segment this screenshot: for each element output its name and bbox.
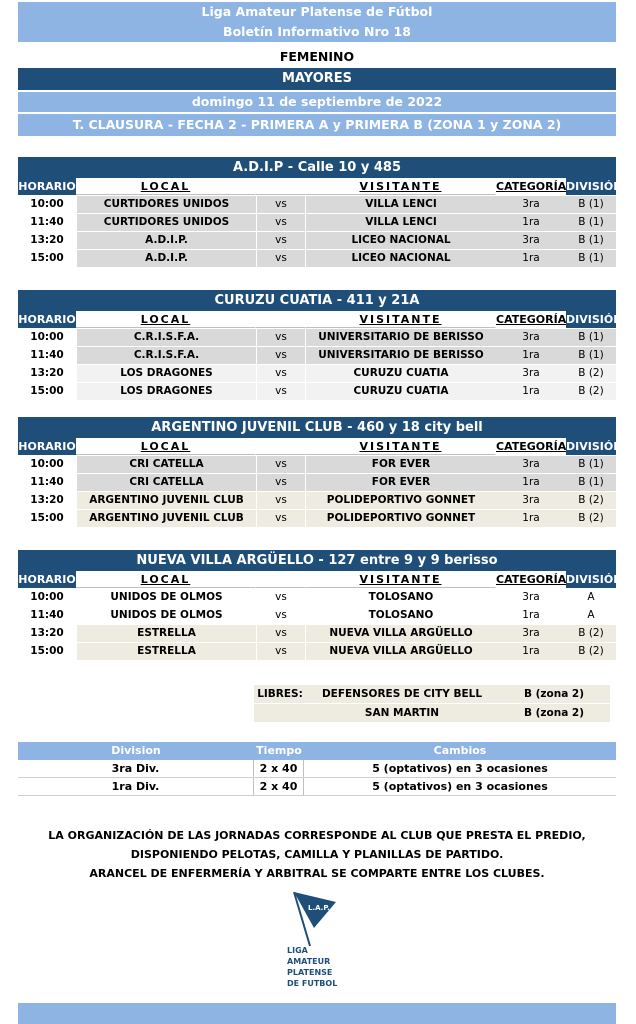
col-local: LOCAL	[76, 178, 256, 195]
match-category: 3ra	[496, 625, 566, 642]
col-visitante: VISITANTE	[306, 311, 496, 328]
match-visitor: POLIDEPORTIVO GONNET	[306, 510, 496, 527]
logo-line: DE FUTBOL	[287, 979, 338, 988]
match-vs: vs	[256, 347, 306, 364]
venue-block	[18, 550, 623, 660]
match-visitor: NUEVA VILLA ARGÜELLO	[306, 625, 496, 642]
venue-title: ARGENTINO JUVENIL CLUB - 460 y 18 city bell	[18, 417, 616, 438]
match-time: 13:20	[30, 494, 64, 506]
match-category: 3ra	[496, 196, 566, 213]
match-local: C.R.I.S.F.A.	[76, 329, 256, 346]
venue-title: CURUZU CUATIA - 411 y 21A	[18, 290, 616, 311]
match-division: B (2)	[566, 510, 616, 527]
match-visitor: TOLOSANO	[306, 607, 496, 624]
match-local: A.D.I.P.	[76, 232, 256, 249]
match-visitor: TOLOSANO	[306, 589, 496, 606]
match-division: B (2)	[566, 365, 616, 382]
col-horario: HORARIO	[18, 180, 76, 193]
match-vs: vs	[256, 589, 306, 606]
match-local: CRI CATELLA	[76, 474, 256, 491]
rules-division: 1ra Div.	[18, 778, 254, 795]
match-vs: vs	[256, 232, 306, 249]
logo-wordmark	[287, 945, 337, 989]
match-category: 1ra	[496, 643, 566, 660]
match-local: CURTIDORES UNIDOS	[76, 196, 256, 213]
col-local: LOCAL	[76, 311, 256, 328]
rules-header	[18, 742, 616, 760]
rules-changes: 5 (optativos) en 3 ocasiones	[372, 780, 548, 793]
match-category: 1ra	[496, 383, 566, 400]
match-row	[18, 455, 616, 473]
libres-row	[254, 684, 610, 703]
rules-row	[18, 778, 616, 796]
match-division: B (1)	[566, 347, 616, 364]
match-category: 1ra	[496, 347, 566, 364]
match-time: 10:00	[30, 198, 64, 210]
match-vs: vs	[256, 492, 306, 509]
match-local: ESTRELLA	[76, 643, 256, 660]
match-division: A	[566, 589, 616, 606]
libres-team: DEFENSORES DE CITY BELL	[321, 688, 483, 700]
match-vs: vs	[256, 329, 306, 346]
col-local: LOCAL	[76, 571, 256, 588]
match-row	[18, 624, 616, 642]
match-local: A.D.I.P.	[76, 250, 256, 267]
column-header-row	[18, 178, 623, 195]
libres-team: SAN MARTIN	[364, 707, 440, 719]
match-local: CURTIDORES UNIDOS	[76, 214, 256, 231]
col-division: DIVISIÓN	[566, 313, 623, 326]
match-time: 11:40	[30, 609, 64, 621]
col-division: DIVISIÓN	[566, 573, 623, 586]
col-categoria: CATEGORÍA	[496, 573, 567, 586]
match-vs: vs	[256, 474, 306, 491]
match-row	[18, 642, 616, 660]
bulletin-number: Boletín Informativo Nro 18	[18, 22, 616, 42]
match-time: 10:00	[30, 458, 64, 470]
col-local: LOCAL	[76, 438, 256, 455]
libres-label-empty	[254, 704, 306, 722]
tournament-title: T. CLAUSURA - FECHA 2 - PRIMERA A y PRIMERA B (ZONA 1 y ZONA 2)	[18, 114, 616, 136]
match-time: 11:40	[30, 476, 64, 488]
match-division: B (1)	[566, 456, 616, 473]
libres-label: LIBRES:	[257, 688, 303, 700]
match-row	[18, 328, 616, 346]
footer-bar	[18, 1003, 616, 1024]
col-vs	[256, 178, 306, 195]
match-visitor: FOR EVER	[306, 474, 496, 491]
col-horario: HORARIO	[18, 440, 76, 453]
note-line: ARANCEL DE ENFERMERÍA Y ARBITRAL SE COMPARTE ENTRE LOS CLUBES.	[89, 867, 545, 880]
match-vs: vs	[256, 456, 306, 473]
rules-row	[18, 760, 616, 778]
match-row	[18, 491, 616, 509]
column-header-row	[18, 571, 623, 588]
col-categoria: CATEGORÍA	[496, 313, 567, 326]
col-categoria: CATEGORÍA	[496, 440, 567, 453]
rules-division: 3ra Div.	[18, 760, 254, 777]
match-vs: vs	[256, 250, 306, 267]
match-division: A	[566, 607, 616, 624]
match-division: B (1)	[566, 232, 616, 249]
match-local: ARGENTINO JUVENIL CLUB	[76, 510, 256, 527]
libres-division: B (zona 2)	[523, 688, 585, 700]
match-visitor: CURUZU CUATIA	[306, 365, 496, 382]
league-title: Liga Amateur Platense de Fútbol	[18, 2, 616, 22]
level-title: MAYORES	[18, 68, 616, 90]
match-time: 11:40	[30, 349, 64, 361]
match-time: 15:00	[30, 252, 64, 264]
match-row	[18, 213, 616, 231]
logo-line: LIGA	[287, 946, 308, 955]
match-row	[18, 588, 616, 606]
match-category: 1ra	[496, 250, 566, 267]
match-vs: vs	[256, 214, 306, 231]
match-local: LOS DRAGONES	[76, 383, 256, 400]
column-header-row	[18, 438, 623, 455]
note-line: DISPONIENDO PELOTAS, CAMILLA Y PLANILLAS DE PARTIDO.	[130, 848, 504, 861]
match-visitor: LICEO NACIONAL	[306, 250, 496, 267]
match-date: domingo 11 de septiembre de 2022	[18, 92, 616, 112]
match-vs: vs	[256, 643, 306, 660]
match-vs: vs	[256, 510, 306, 527]
match-row	[18, 473, 616, 491]
match-vs: vs	[256, 196, 306, 213]
logo-line: PLATENSE	[287, 968, 333, 977]
match-visitor: UNIVERSITARIO DE BERISSO	[306, 329, 496, 346]
match-category: 3ra	[496, 232, 566, 249]
column-header-row	[18, 311, 623, 328]
match-row	[18, 509, 616, 527]
match-category: 3ra	[496, 329, 566, 346]
match-category: 3ra	[496, 365, 566, 382]
note-line: LA ORGANIZACIÓN DE LAS JORNADAS CORRESPONDE AL CLUB QUE PRESTA EL PREDIO,	[48, 829, 586, 842]
match-local: ARGENTINO JUVENIL CLUB	[76, 492, 256, 509]
match-local: CRI CATELLA	[76, 456, 256, 473]
rules-time: 2 x 40	[254, 760, 304, 777]
match-vs: vs	[256, 625, 306, 642]
col-vs	[256, 571, 306, 588]
match-local: C.R.I.S.F.A.	[76, 347, 256, 364]
match-vs: vs	[256, 607, 306, 624]
rules-header-time: Tiempo	[256, 744, 302, 757]
match-time: 15:00	[30, 645, 64, 657]
match-division: B (2)	[566, 625, 616, 642]
match-row	[18, 249, 616, 267]
match-local: UNIDOS DE OLMOS	[76, 589, 256, 606]
venue-block	[18, 157, 623, 267]
match-visitor: NUEVA VILLA ARGÜELLO	[306, 643, 496, 660]
rules-header-division: Division	[111, 744, 161, 757]
col-division: DIVISIÓN	[566, 180, 623, 193]
match-time: 13:20	[30, 234, 64, 246]
match-local: LOS DRAGONES	[76, 365, 256, 382]
match-time: 13:20	[30, 627, 64, 639]
libres-row	[254, 703, 610, 722]
rules-table	[18, 742, 616, 796]
libres-division: B (zona 2)	[523, 707, 585, 719]
col-visitante: VISITANTE	[306, 571, 496, 588]
match-category: 3ra	[496, 589, 566, 606]
match-time: 13:20	[30, 367, 64, 379]
rules-time: 2 x 40	[254, 778, 304, 795]
match-visitor: VILLA LENCI	[306, 214, 496, 231]
match-vs: vs	[256, 365, 306, 382]
logo-flag-text: L.A.P.	[308, 904, 330, 912]
match-division: B (1)	[566, 196, 616, 213]
match-row	[18, 231, 616, 249]
match-visitor: CURUZU CUATIA	[306, 383, 496, 400]
match-row	[18, 346, 616, 364]
match-visitor: FOR EVER	[306, 456, 496, 473]
logo-line: AMATEUR	[287, 957, 331, 966]
col-horario: HORARIO	[18, 573, 76, 586]
match-division: B (2)	[566, 643, 616, 660]
match-row	[18, 382, 616, 400]
col-vs	[256, 438, 306, 455]
match-row	[18, 364, 616, 382]
venue-block	[18, 417, 623, 527]
rules-header-changes: Cambios	[433, 744, 487, 757]
match-time: 15:00	[30, 512, 64, 524]
col-visitante: VISITANTE	[306, 178, 496, 195]
rules-changes: 5 (optativos) en 3 ocasiones	[372, 762, 548, 775]
match-time: 11:40	[30, 216, 64, 228]
match-category: 3ra	[496, 492, 566, 509]
match-division: B (2)	[566, 492, 616, 509]
col-visitante: VISITANTE	[306, 438, 496, 455]
organization-notes	[18, 826, 616, 883]
match-division: B (1)	[566, 474, 616, 491]
col-vs	[256, 311, 306, 328]
match-time: 10:00	[30, 331, 64, 343]
col-categoria: CATEGORÍA	[496, 180, 567, 193]
col-division: DIVISIÓN	[566, 440, 623, 453]
match-row	[18, 606, 616, 624]
col-horario: HORARIO	[18, 313, 76, 326]
match-category: 1ra	[496, 214, 566, 231]
match-time: 15:00	[30, 385, 64, 397]
gender-category: FEMENINO	[18, 48, 616, 66]
match-vs: vs	[256, 383, 306, 400]
match-visitor: VILLA LENCI	[306, 196, 496, 213]
match-visitor: UNIVERSITARIO DE BERISSO	[306, 347, 496, 364]
match-local: UNIDOS DE OLMOS	[76, 607, 256, 624]
match-category: 1ra	[496, 510, 566, 527]
match-division: B (1)	[566, 250, 616, 267]
libres-table	[254, 684, 610, 722]
venue-block	[18, 290, 623, 400]
match-local: ESTRELLA	[76, 625, 256, 642]
match-division: B (2)	[566, 383, 616, 400]
match-category: 1ra	[496, 474, 566, 491]
match-division: B (1)	[566, 214, 616, 231]
match-category: 3ra	[496, 456, 566, 473]
match-division: B (1)	[566, 329, 616, 346]
match-time: 10:00	[30, 591, 64, 603]
venue-title: NUEVA VILLA ARGÜELLO - 127 entre 9 y 9 berisso	[18, 550, 616, 571]
match-visitor: POLIDEPORTIVO GONNET	[306, 492, 496, 509]
match-category: 1ra	[496, 607, 566, 624]
match-row	[18, 195, 616, 213]
venue-title: A.D.I.P - Calle 10 y 485	[18, 157, 616, 178]
match-visitor: LICEO NACIONAL	[306, 232, 496, 249]
